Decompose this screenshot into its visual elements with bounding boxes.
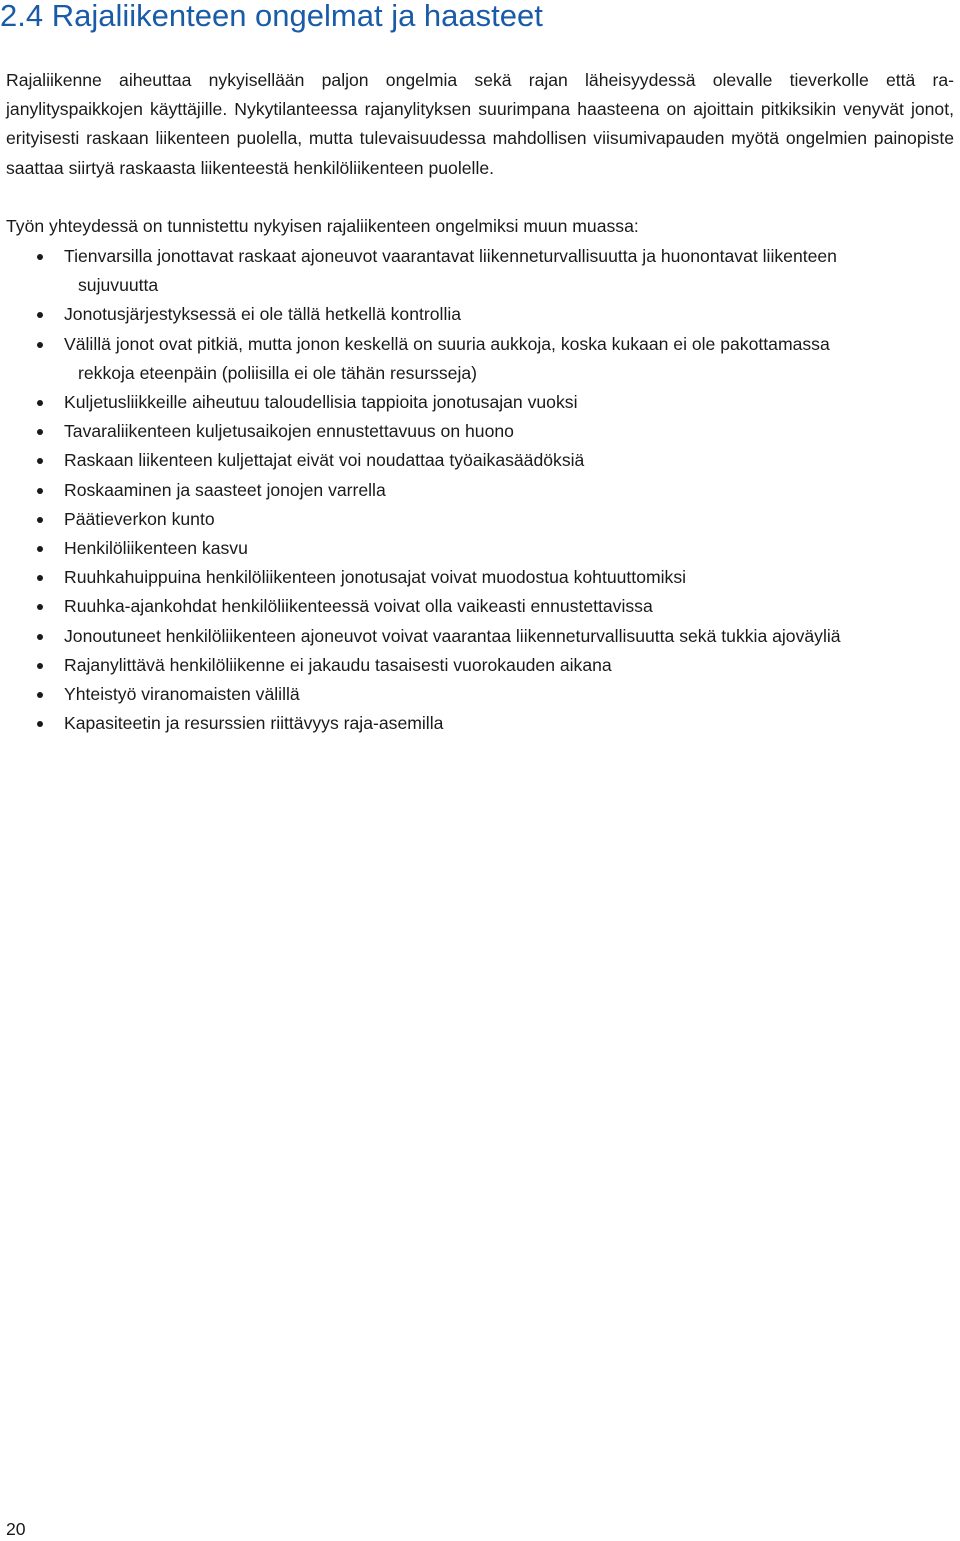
list-item (0, 388, 960, 417)
list-item-text: Raskaan liikenteen kuljettajat eivät voi noudattaa työaikasäädöksiä (64, 450, 585, 471)
bullet-icon (37, 429, 43, 435)
list-item (0, 505, 960, 534)
list-item (0, 476, 960, 505)
list-item-text: Henkilöliikenteen kasvu (64, 538, 248, 559)
bullet-icon (37, 517, 43, 523)
page-number: 20 (6, 1519, 26, 1539)
list-item-text: Tienvarsilla jonottavat raskaat ajoneuvot vaarantavat liikenneturvallisuutta ja huonontavat liikenteen (64, 246, 837, 266)
list-item-text: Kuljetusliikkeille aiheutuu taloudellisia tappioita jonotusajan vuoksi (64, 392, 578, 413)
list-item (0, 417, 960, 446)
list-item (0, 330, 960, 388)
list-item-text: Jonoutuneet henkilöliikenteen ajoneuvot voivat vaarantaa liikenneturvallisuutta sekä tukkia ajoväyliä (64, 625, 841, 646)
bullet-icon (37, 254, 43, 260)
list-item-continuation: sujuvuutta (78, 275, 159, 296)
list-item (0, 242, 960, 300)
intro-paragraph: Rajaliikenne aiheuttaa nykyisellään paljon ongelmia sekä rajan läheisyydessä olevalle tieverkolle että ra-janylityspaikkojen käyttäjille. Nykytilanteessa rajanylityksen suurimpana haasteena on ajoittain pitkiksikin venyvät jonot, erityisesti raskaan liikenteen puolella, mutta tulevaisuudessa mahdollisen viisumivapauden myötä ongelmien painopiste saattaa siirtyä raskaasta liikenteestä henkilöliikenteen puolelle. (6, 70, 954, 178)
list-item-text: Kapasiteetin ja resurssien riittävyys raja-asemilla (64, 713, 444, 734)
list-item (0, 709, 960, 738)
list-item (0, 300, 960, 329)
list-item-text: Tavaraliikenteen kuljetusaikojen ennustettavuus on huono (64, 421, 514, 442)
list-item-text: Jonotusjärjestyksessä ei ole tällä hetkellä kontrollia (64, 304, 462, 325)
bullet-icon (37, 663, 43, 669)
list-intro-paragraph: Työn yhteydessä on tunnistettu nykyisen rajaliikenteen ongelmiksi muun muassa: (6, 216, 639, 236)
list-item-text: Yhteistyö viranomaisten välillä (64, 684, 300, 705)
list-item (0, 534, 960, 563)
list-item-text: Rajanylittävä henkilöliikenne ei jakaudu tasaisesti vuorokauden aikana (64, 654, 612, 675)
list-item-text: Ruuhka-ajankohdat henkilöliikenteessä voivat olla vaikeasti ennustettavissa (64, 596, 653, 617)
list-item-text: Ruuhkahuippuina henkilöliikenteen jonotusajat voivat muodostua kohtuuttomiksi (64, 567, 687, 588)
list-item (0, 563, 960, 592)
section-heading: 2.4 Rajaliikenteen ongelmat ja haasteet (0, 0, 543, 33)
list-item (0, 651, 960, 680)
list-item-text: Päätieverkon kunto (64, 508, 215, 529)
list-item (0, 592, 960, 621)
list-item (0, 680, 960, 709)
bullet-icon (37, 342, 43, 348)
problem-list (0, 242, 960, 738)
bullet-icon (37, 721, 43, 727)
list-item-text: Roskaaminen ja saasteet jonojen varrella (64, 479, 386, 500)
bullet-icon (37, 604, 43, 610)
bullet-icon (37, 312, 43, 318)
bullet-icon (37, 575, 43, 581)
bullet-icon (37, 488, 43, 494)
bullet-icon (37, 692, 43, 698)
list-item-continuation: rekkoja eteenpäin (poliisilla ei ole tähän resursseja) (78, 362, 478, 383)
bullet-icon (37, 458, 43, 464)
list-item-text: Välillä jonot ovat pitkiä, mutta jonon keskellä on suuria aukkoja, koska kukaan ei ole pakottamassa (64, 333, 830, 354)
bullet-icon (37, 546, 43, 552)
bullet-icon (37, 400, 43, 406)
list-item (0, 622, 960, 651)
list-item (0, 446, 960, 475)
bullet-icon (37, 634, 43, 640)
